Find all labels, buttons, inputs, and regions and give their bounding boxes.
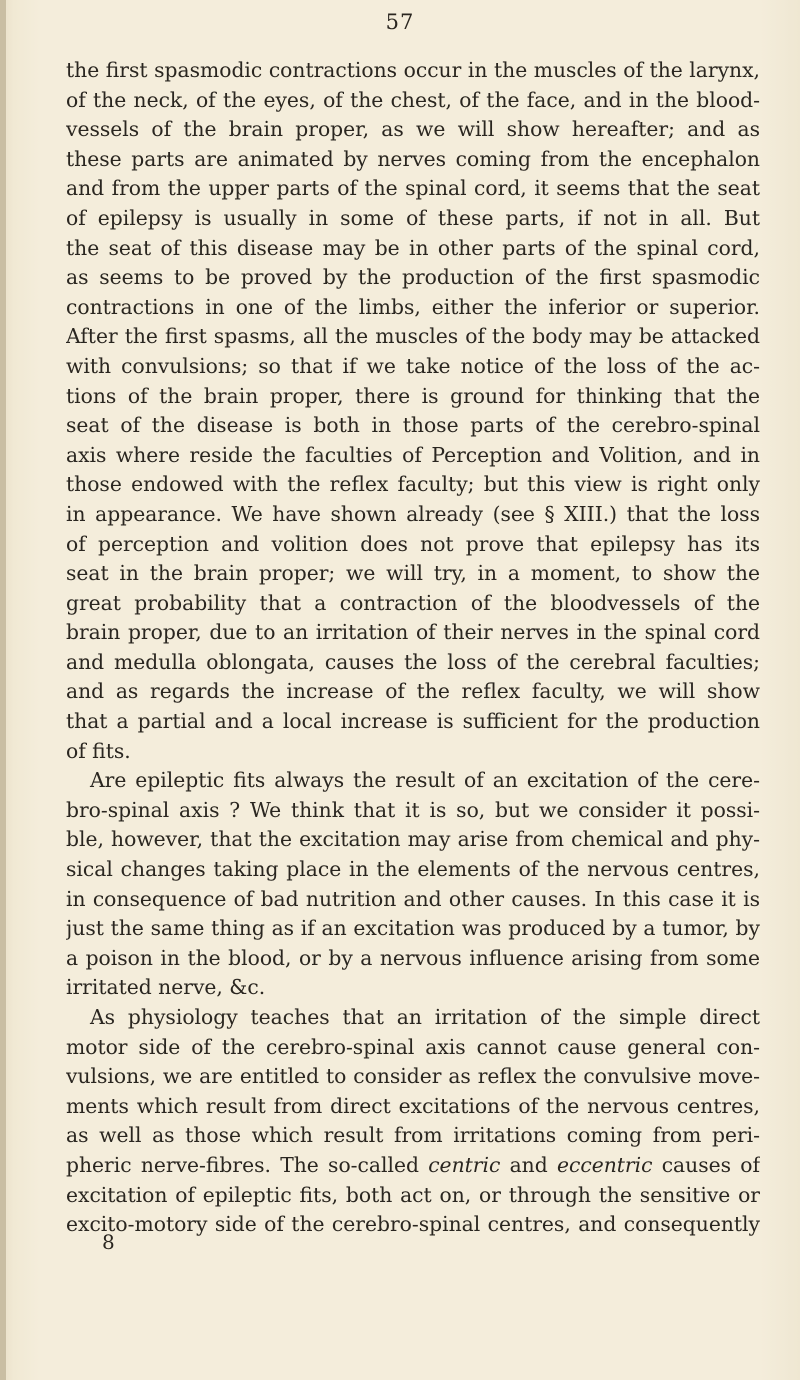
body-text [66, 56, 760, 1240]
text-line: excitation of epileptic fits, both act on, or through the sensitive or [66, 1182, 760, 1207]
text-line: After the first spasms, all the muscles of the body may be attacked [66, 324, 760, 349]
text-line: in consequence of bad nutrition and other causes. In this case it is [66, 886, 760, 911]
text-line: motor side of the cerebro-spinal axis cannot cause general con- [66, 1034, 760, 1059]
text-line: as well as those which result from irritations coming from peri- [66, 1123, 760, 1148]
text-line [66, 1151, 760, 1181]
text-line: of epilepsy is usually in some of these parts, if not in all. But [66, 205, 760, 230]
text-line: and as regards the increase of the reflex faculty, we will show [66, 679, 760, 704]
text-line: excito-motory side of the cerebro-spinal centres, and consequently [66, 1212, 760, 1237]
page-number: 57 [385, 10, 415, 34]
text-line: axis where reside the faculties of Perception and Volition, and in [66, 442, 760, 467]
text-run: and [500, 1152, 557, 1177]
text-line: great probability that a contraction of the bloodvessels of the [66, 590, 760, 615]
text-line: just the same thing as if an excitation was produced by a tumor, by [66, 916, 760, 941]
text-line: these parts are animated by nerves coming from the encephalon [66, 146, 760, 171]
text-line: As physiology teaches that an irritation of the simple direct [90, 1005, 760, 1029]
text-line: irritated nerve, &c. [66, 975, 266, 1000]
text-line: ble, however, that the excitation may arise from chemical and phy- [66, 827, 760, 852]
text-line: a poison in the blood, or by a nervous influence arising from some [66, 945, 760, 970]
text-line: brain proper, due to an irritation of their nerves in the spinal cord [66, 620, 760, 645]
text-line: Are epileptic fits always the result of an excitation of the cere- [90, 768, 760, 793]
text-line: contractions in one of the limbs, either the inferior or superior. [66, 294, 760, 319]
text-line: sical changes taking place in the elements of the nervous centres, [66, 857, 760, 882]
text-line: and from the upper parts of the spinal cord, it seems that the seat [66, 176, 760, 201]
text-line: as seems to be proved by the production of the first spasmodic [66, 265, 760, 290]
text-line: those endowed with the reflex faculty; but this view is right only [66, 472, 760, 497]
text-line: and medulla oblongata, causes the loss of the cerebral faculties; [66, 649, 760, 674]
text-line: the first spasmodic contractions occur in the muscles of the larynx, [66, 58, 760, 82]
text-line: seat of the disease is both in those parts of the cerebro-spinal [66, 413, 760, 438]
italic-term-centric: centric [428, 1152, 501, 1177]
text-run: pheric nerve-fibres. The so-called [66, 1152, 429, 1177]
text-line: the seat of this disease may be in other parts of the spinal cord, [66, 235, 760, 260]
text-line: in appearance. We have shown already (see § XIII.) that the loss [66, 501, 760, 526]
text-line: tions of the brain proper, there is ground for thinking that the [66, 383, 760, 408]
text-line: of fits. [66, 738, 131, 763]
italic-term-eccentric: eccentric [556, 1152, 653, 1177]
text-line: ments which result from direct excitations of the nervous centres, [66, 1093, 760, 1118]
signature-mark: 8 [102, 1230, 115, 1254]
text-run: causes of [652, 1152, 760, 1177]
text-line: vulsions, we are entitled to consider as reflex the convulsive move- [66, 1064, 760, 1089]
text-line: bro-spinal axis ? We think that it is so, but we consider it possi- [66, 797, 760, 822]
page-spine-edge [0, 0, 6, 1380]
text-line: of perception and volition does not prove that epilepsy has its [66, 531, 760, 556]
text-line: with convulsions; so that if we take notice of the loss of the ac- [66, 353, 760, 378]
text-line: vessels of the brain proper, as we will show hereafter; and as [66, 117, 760, 142]
text-line: of the neck, of the eyes, of the chest, of the face, and in the blood- [66, 87, 760, 112]
text-line: that a partial and a local increase is sufficient for the production [66, 709, 760, 734]
text-line: seat in the brain proper; we will try, in a moment, to show the [66, 561, 760, 586]
